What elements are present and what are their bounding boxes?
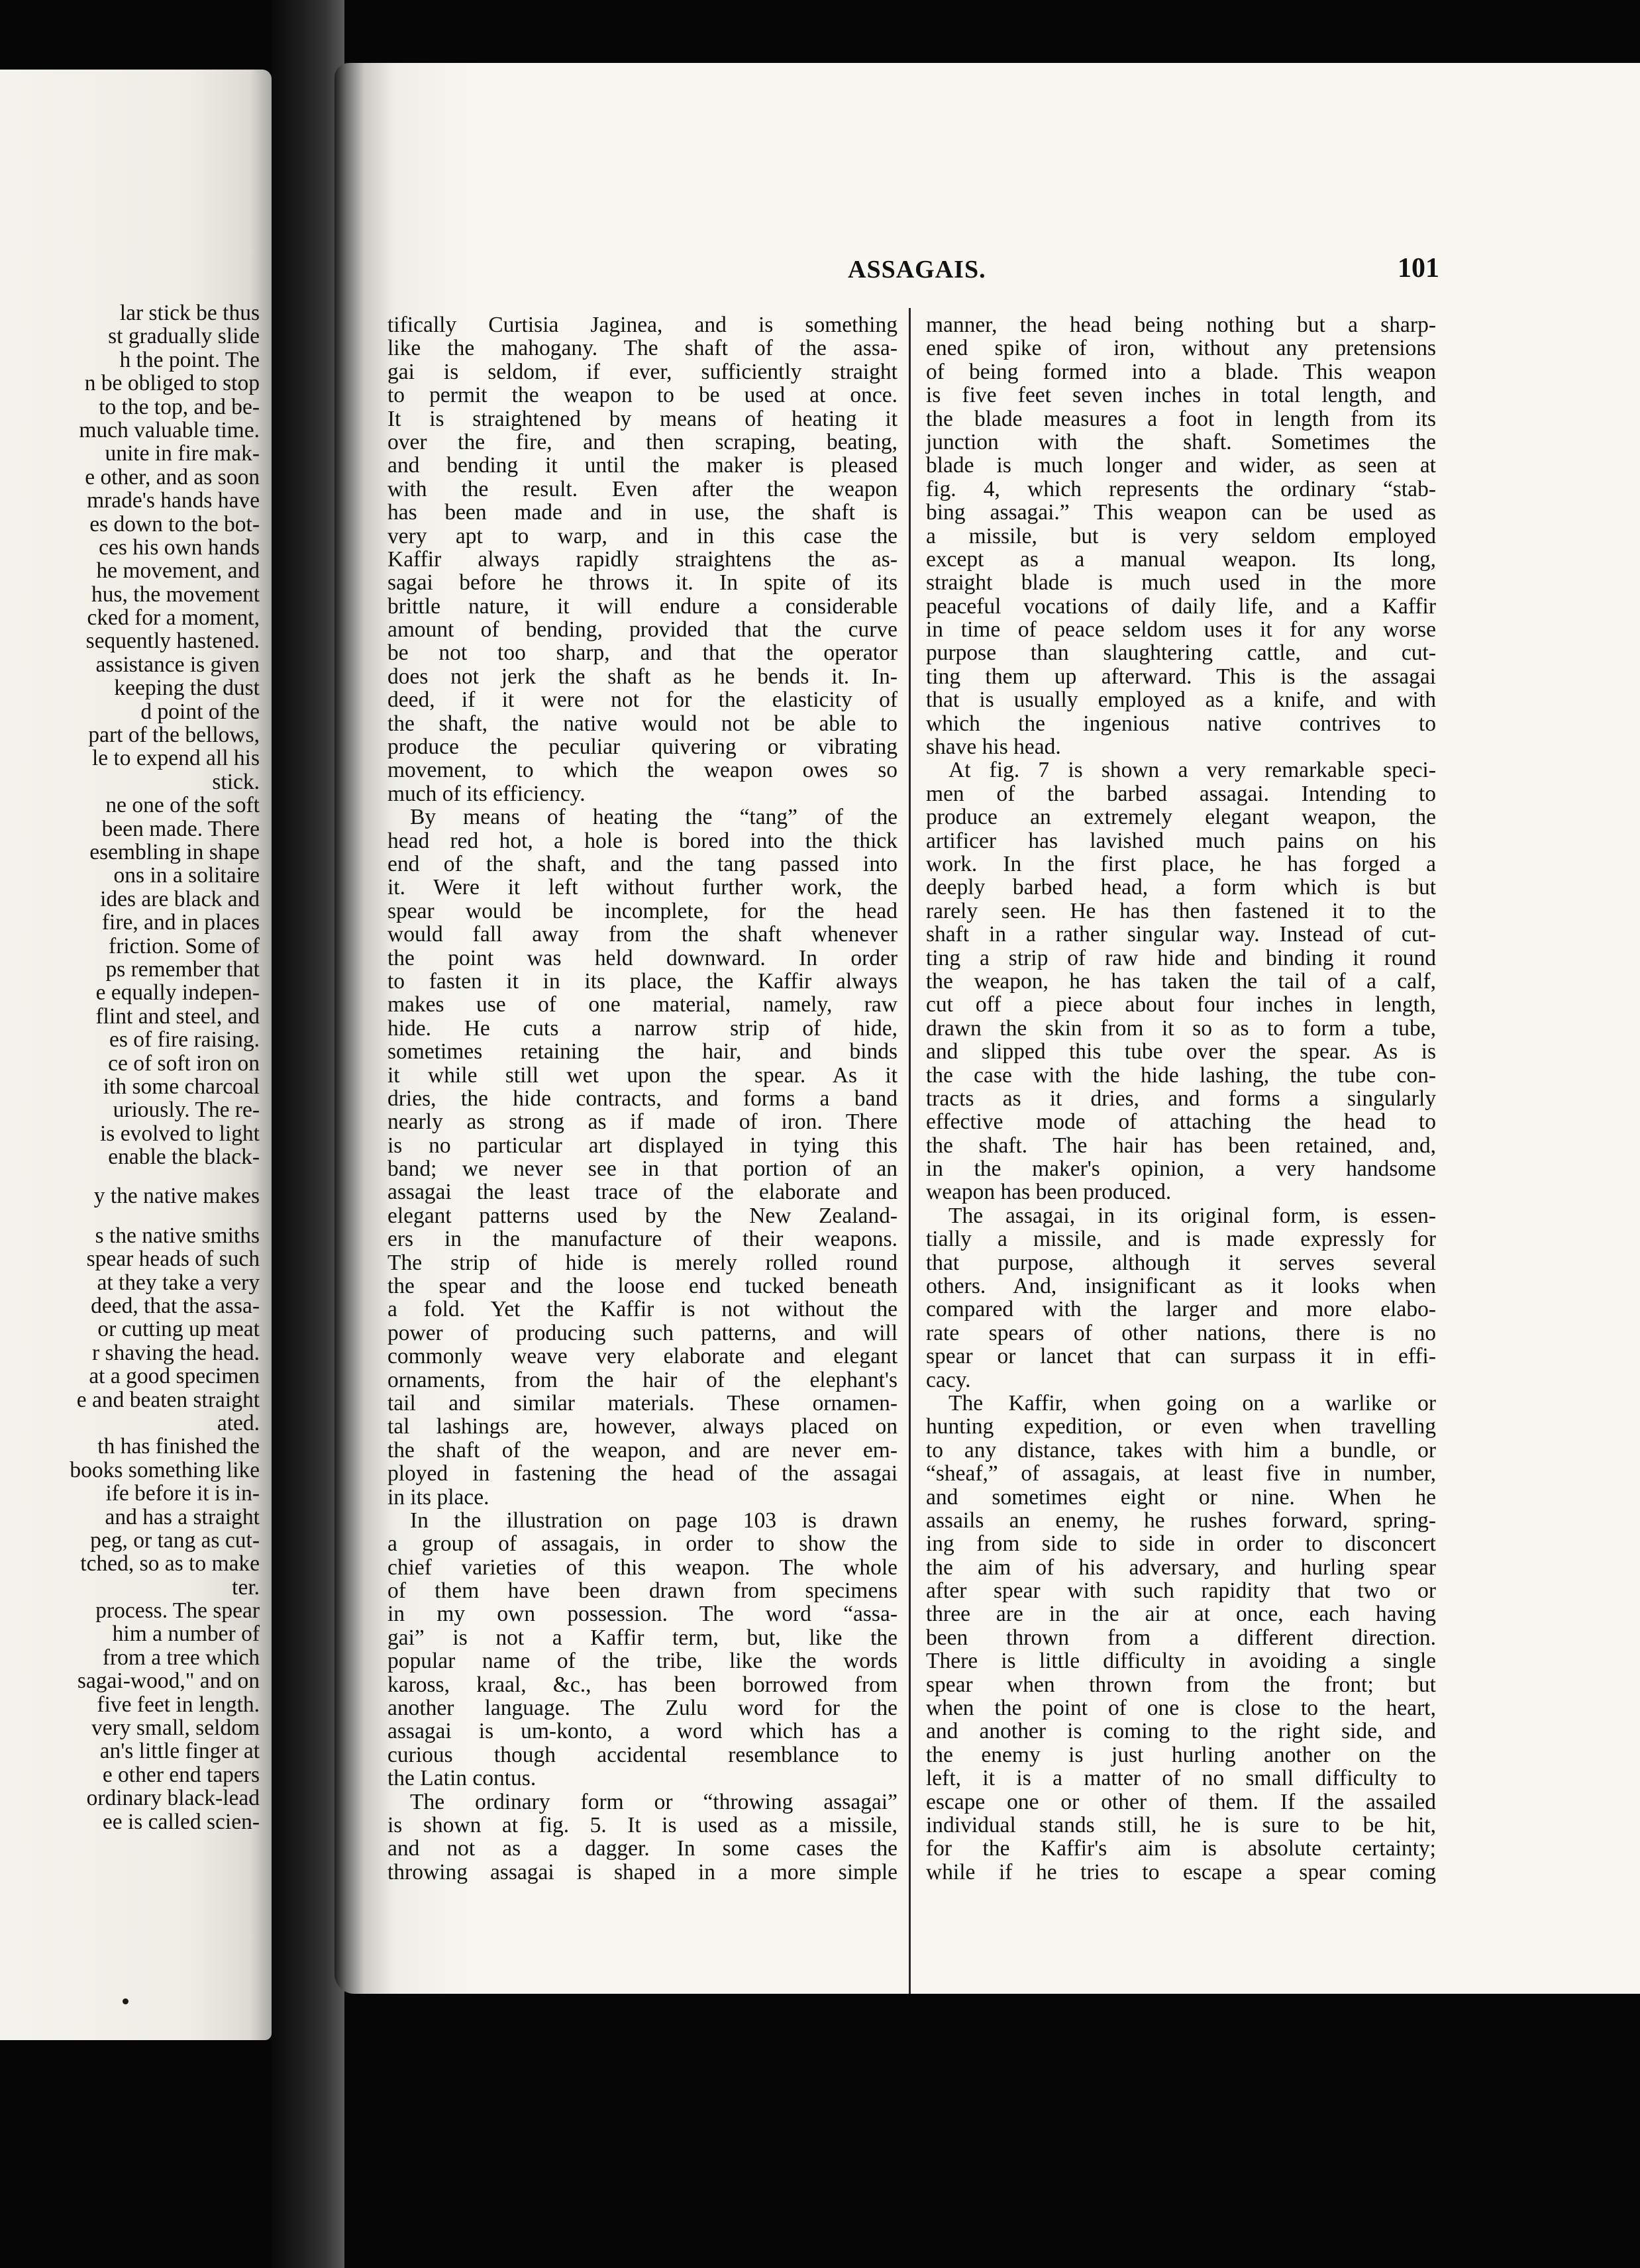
text-line: ting a strip of raw hide and binding it round bbox=[926, 945, 1436, 970]
text-line: movement, to which the weapon owes so bbox=[387, 758, 897, 783]
text-line: sometimes retaining the hair, and binds bbox=[387, 1039, 897, 1064]
text-line: tially a missile, and is made expressly for bbox=[926, 1227, 1436, 1252]
fragment-line: ated. bbox=[217, 1410, 260, 1435]
text-line: work. In the first place, he has forged a bbox=[926, 851, 1436, 876]
text-line: band; we never see in that portion of an bbox=[387, 1157, 897, 1182]
text-line: chief varieties of this weapon. The whole bbox=[387, 1555, 897, 1580]
text-line: the shaft of the weapon, and are never em- bbox=[387, 1437, 897, 1463]
text-line: in time of peace seldom uses it for any worse bbox=[926, 617, 1436, 643]
text-line: shave his head. bbox=[926, 735, 1061, 760]
text-line: peaceful vocations of daily life, and a Kaffir bbox=[926, 593, 1436, 619]
text-line: in my own possession. The word “assa- bbox=[387, 1602, 897, 1627]
fragment-line: d point of the bbox=[140, 699, 260, 724]
text-line: while if he tries to escape a spear coming bbox=[926, 1859, 1436, 1884]
text-line: compared with the larger and more elabo- bbox=[926, 1297, 1436, 1322]
text-line: end of the shaft, and the tang passed into bbox=[387, 851, 897, 876]
fragment-line: ces his own hands bbox=[99, 535, 260, 560]
text-line: of being formed into a blade. This weapon bbox=[926, 359, 1436, 384]
text-line: head red hot, a hole is bored into the thick bbox=[387, 828, 897, 853]
text-line: when the point of one is close to the heart, bbox=[926, 1696, 1436, 1721]
fragment-line: unite in fire mak- bbox=[105, 441, 260, 466]
fragment-line: th has finished the bbox=[97, 1434, 260, 1459]
text-line: amount of bending, provided that the curve bbox=[387, 617, 897, 643]
text-line: the point was held downward. In order bbox=[387, 945, 897, 970]
text-line: is five feet seven inches in total length, and bbox=[926, 383, 1436, 408]
text-line: The Kaffir, when going on a warlike or bbox=[948, 1390, 1436, 1416]
fragment-line: ife before it is in- bbox=[105, 1481, 260, 1506]
fragment-line: st gradually slide bbox=[108, 324, 260, 349]
text-line: brittle nature, it will endure a considerable bbox=[387, 593, 897, 619]
text-line: the Latin contus. bbox=[387, 1766, 537, 1791]
fragment-line: at a good specimen bbox=[89, 1364, 260, 1389]
fragment-line: to the top, and be- bbox=[99, 394, 260, 419]
text-line: like the mahogany. The shaft of the assa- bbox=[387, 336, 897, 361]
text-line: over the fire, and then scraping, beating, bbox=[387, 429, 897, 454]
text-line: assagai the least trace of the elaborate and bbox=[387, 1180, 897, 1205]
text-line: At fig. 7 is shown a very remarkable speci- bbox=[948, 758, 1436, 783]
fragment-line: books something like bbox=[70, 1457, 260, 1482]
left-page-text-fragment bbox=[0, 301, 260, 1833]
text-line: assagai is um-konto, a word which has a bbox=[387, 1719, 897, 1744]
text-line: to fasten it in its place, the Kaffir always bbox=[387, 968, 897, 994]
fragment-line: flint and steel, and bbox=[95, 1004, 260, 1029]
text-line: gai is seldom, if ever, sufficiently straight bbox=[387, 359, 897, 384]
fragment-line: ne one of the soft bbox=[105, 793, 260, 818]
fragment-line: es of fire raising. bbox=[109, 1027, 260, 1053]
fragment-line: from a tree which bbox=[102, 1645, 260, 1670]
text-line: produce the peculiar quivering or vibrating bbox=[387, 735, 897, 760]
text-line: power of producing such patterns, and will bbox=[387, 1320, 897, 1345]
text-line: “sheaf,” of assagais, at least five in number, bbox=[926, 1461, 1436, 1486]
fragment-line: assistance is given bbox=[95, 652, 260, 677]
text-line: of them have been drawn from specimens bbox=[387, 1578, 897, 1604]
text-line: after spear with such rapidity that two or bbox=[926, 1578, 1436, 1604]
fragment-line: sequently hastened. bbox=[85, 629, 260, 654]
text-line: fig. 4, which represents the ordinary “stab- bbox=[926, 476, 1436, 501]
fragment-line: ce of soft iron on bbox=[108, 1051, 260, 1076]
text-line: dries, the hide contracts, and forms a band bbox=[387, 1086, 897, 1111]
text-line: ployed in fastening the head of the assagai bbox=[387, 1461, 897, 1486]
text-line: does not jerk the shaft as he bends it. In- bbox=[387, 664, 897, 689]
text-line: kaross, kraal, &c., has been borrowed from bbox=[387, 1672, 897, 1697]
text-line: shaft in a rather singular way. Instead of cut- bbox=[926, 922, 1436, 947]
text-line: cut off a piece about four inches in length, bbox=[926, 992, 1436, 1017]
text-line: throwing assagai is shaped in a more simple bbox=[387, 1859, 897, 1884]
ink-speck bbox=[123, 1998, 128, 2004]
text-line: The assagai, in its original form, is essen- bbox=[948, 1203, 1436, 1228]
text-line: a group of assagais, in order to show the bbox=[387, 1531, 897, 1557]
fragment-line: mrade's hands have bbox=[87, 488, 260, 513]
text-line: curious though accidental resemblance to bbox=[387, 1742, 897, 1767]
text-line: the weapon, he has taken the tail of a calf, bbox=[926, 968, 1436, 994]
text-line: ting them up afterward. This is the assagai bbox=[926, 664, 1436, 689]
fragment-line: es down to the bot- bbox=[89, 511, 260, 537]
text-line: individual stands still, he is sure to be hit, bbox=[926, 1813, 1436, 1837]
text-line: that is usually employed as a knife, and with bbox=[926, 688, 1436, 713]
page-header-title: ASSAGAIS. bbox=[848, 256, 986, 284]
text-line: blade is much longer and wider, as seen at bbox=[926, 453, 1436, 478]
text-line: purpose than slaughtering cattle, and cut- bbox=[926, 641, 1436, 666]
text-line: rate spears of other nations, there is no bbox=[926, 1320, 1436, 1345]
fragment-line: or cutting up meat bbox=[97, 1317, 260, 1342]
fragment-line: part of the bellows, bbox=[88, 723, 260, 748]
running-head bbox=[334, 255, 1640, 288]
text-line: and slipped this tube over the spear. As is bbox=[926, 1039, 1436, 1064]
text-line: gai” is not a Kaffir term, but, like the bbox=[387, 1625, 897, 1650]
text-line: for the Kaffir's aim is absolute certainty; bbox=[926, 1836, 1436, 1861]
text-line: and another is coming to the right side, and bbox=[926, 1719, 1436, 1744]
text-line: and not as a dagger. In some cases the bbox=[387, 1836, 897, 1861]
text-line: popular name of the tribe, like the words bbox=[387, 1649, 897, 1674]
text-line: escape one or other of them. If the assailed bbox=[926, 1789, 1436, 1814]
text-column-right bbox=[926, 313, 1436, 1884]
text-line: to permit the weapon to be used at once. bbox=[387, 383, 897, 408]
text-column-left bbox=[387, 313, 897, 1884]
right-page bbox=[334, 63, 1640, 1994]
text-line: ing from side to side in order to disconcert bbox=[926, 1531, 1436, 1557]
text-line: it while still wet upon the spear. As it bbox=[387, 1062, 897, 1088]
fragment-line: e and beaten straight bbox=[76, 1387, 260, 1412]
fragment-line: very small, seldom bbox=[91, 1716, 260, 1741]
text-line: that purpose, although it serves several bbox=[926, 1250, 1436, 1275]
text-line: be not too sharp, and that the operator bbox=[387, 641, 897, 666]
fragment-line: spear heads of such bbox=[86, 1247, 260, 1272]
text-line: effective mode of attaching the head to bbox=[926, 1109, 1436, 1135]
fragment-line: tched, so as to make bbox=[80, 1551, 260, 1576]
fragment-line: ons in a solitaire bbox=[113, 863, 260, 888]
text-line: There is little difficulty in avoiding a single bbox=[926, 1649, 1436, 1674]
text-line: to any distance, takes with him a bundle, or bbox=[926, 1437, 1436, 1463]
text-line: tracts as it dries, and forms a singularly bbox=[926, 1086, 1436, 1111]
fragment-line: and has a straight bbox=[105, 1504, 260, 1529]
text-line: except as a manual weapon. Its long, bbox=[926, 546, 1436, 572]
text-line: bing assagai.” This weapon can be used as bbox=[926, 500, 1436, 525]
text-line: in its place. bbox=[387, 1484, 489, 1510]
fragment-line: peg, or tang as cut- bbox=[90, 1527, 260, 1553]
fragment-line: ee is called scien- bbox=[102, 1809, 260, 1834]
text-line: would fall away from the shaft whenever bbox=[387, 922, 897, 947]
fragment-line: e other end tapers bbox=[102, 1762, 260, 1787]
text-line: tail and similar materials. These ornamen- bbox=[387, 1390, 897, 1416]
text-line: spear or lancet that can surpass it in effi- bbox=[926, 1344, 1436, 1369]
text-line: deeply barbed head, a form which is but bbox=[926, 875, 1436, 900]
text-line: very apt to warp, and in this case the bbox=[387, 523, 897, 548]
fragment-line: an's little finger at bbox=[99, 1739, 260, 1764]
text-line: others. And, insignificant as it looks when bbox=[926, 1274, 1436, 1299]
text-line: sagai before he throws it. In spite of its bbox=[387, 570, 897, 595]
text-line: commonly weave very elaborate and elegant bbox=[387, 1344, 897, 1369]
text-line: ers in the manufacture of their weapons. bbox=[387, 1227, 897, 1252]
text-line: a missile, but is very seldom employed bbox=[926, 523, 1436, 548]
fragment-line bbox=[0, 1208, 260, 1224]
text-line: which the ingenious native contrives to bbox=[926, 711, 1436, 736]
fragment-line: fire, and in places bbox=[101, 910, 260, 935]
text-line: and bending it until the maker is pleased bbox=[387, 453, 897, 478]
fragment-line: much valuable time. bbox=[79, 417, 260, 442]
text-line: the shaft. The hair has been retained, and, bbox=[926, 1133, 1436, 1158]
fragment-line: ides are black and bbox=[100, 886, 260, 911]
fragment-line: keeping the dust bbox=[114, 676, 260, 701]
fragment-line: le to expend all his bbox=[91, 746, 260, 771]
fragment-line: him a number of bbox=[112, 1622, 260, 1647]
text-line: elegant patterns used by the New Zealand- bbox=[387, 1203, 897, 1228]
fragment-line: deed, that the assa- bbox=[91, 1294, 260, 1319]
text-line: junction with the shaft. Sometimes the bbox=[926, 429, 1436, 454]
text-line: is no particular art displayed in tying this bbox=[387, 1133, 897, 1158]
text-line: has been made and in use, the shaft is bbox=[387, 500, 897, 525]
text-line: ornaments, from the hair of the elephant's bbox=[387, 1367, 897, 1392]
text-line: produce an extremely elegant weapon, the bbox=[926, 805, 1436, 830]
fragment-line: ordinary black-lead bbox=[86, 1786, 260, 1811]
fragment-line: at they take a very bbox=[97, 1270, 260, 1295]
text-line: much of its efficiency. bbox=[387, 781, 586, 806]
text-line: tal lashings are, however, always placed on bbox=[387, 1414, 897, 1439]
fragment-line: y the native makes bbox=[93, 1184, 260, 1209]
page-number: 101 bbox=[1398, 253, 1439, 284]
text-line: By means of heating the “tang” of the bbox=[410, 805, 897, 830]
fragment-line bbox=[0, 1168, 260, 1184]
text-line: deed, if it were not for the elasticity of bbox=[387, 688, 897, 713]
text-line: it. Were it left without further work, the bbox=[387, 875, 897, 900]
text-line: the shaft, the native would not be able to bbox=[387, 711, 897, 736]
text-line: cacy. bbox=[926, 1367, 971, 1392]
left-facing-page bbox=[0, 70, 272, 2040]
book-gutter bbox=[272, 0, 344, 2268]
text-line: ened spike of iron, without any pretensions bbox=[926, 336, 1436, 361]
text-line: weapon has been produced. bbox=[926, 1180, 1172, 1205]
fragment-line: ter. bbox=[232, 1574, 260, 1600]
text-line: men of the barbed assagai. Intending to bbox=[926, 781, 1436, 806]
text-line: The strip of hide is merely rolled round bbox=[387, 1250, 897, 1275]
fragment-line: lar stick be thus bbox=[119, 301, 260, 325]
text-line: It is straightened by means of heating it bbox=[387, 406, 897, 431]
text-line: straight blade is much used in the more bbox=[926, 570, 1436, 595]
fragment-line: five feet in length. bbox=[97, 1692, 260, 1717]
text-line: Kaffir always rapidly straightens the as- bbox=[387, 546, 897, 572]
fragment-line: he movement, and bbox=[96, 558, 260, 584]
fragment-line: hus, the movement bbox=[91, 582, 260, 607]
fragment-line: enable the black- bbox=[108, 1145, 260, 1170]
text-line: the aim of his adversary, and hurling spear bbox=[926, 1555, 1436, 1580]
text-line: drawn the skin from it so as to form a tube, bbox=[926, 1015, 1436, 1041]
text-line: in the maker's opinion, a very handsome bbox=[926, 1157, 1436, 1182]
fragment-line: been made. There bbox=[101, 816, 260, 841]
text-line: the enemy is just hurling another on the bbox=[926, 1742, 1436, 1767]
fragment-line: n be obliged to stop bbox=[84, 371, 260, 396]
fragment-line: is evolved to light bbox=[100, 1121, 260, 1146]
text-line: makes use of one material, namely, raw bbox=[387, 992, 897, 1017]
text-line: assails an enemy, he rushes forward, spring- bbox=[926, 1508, 1436, 1533]
fragment-line: friction. Some of bbox=[109, 933, 260, 958]
fragment-line: cked for a moment, bbox=[87, 605, 260, 631]
text-line: and sometimes eight or nine. When he bbox=[926, 1484, 1436, 1510]
text-line: tifically Curtisia Jaginea, and is something bbox=[387, 313, 897, 337]
fragment-line: sagai-wood," and on bbox=[77, 1669, 260, 1694]
text-line: hunting expedition, or even when travelling bbox=[926, 1414, 1436, 1439]
text-line: rarely seen. He has then fastened it to the bbox=[926, 898, 1436, 923]
text-line: artificer has lavished much pains on his bbox=[926, 828, 1436, 853]
text-line: a fold. Yet the Kaffir is not without the bbox=[387, 1297, 897, 1322]
fragment-line: s the native smiths bbox=[95, 1223, 260, 1248]
fragment-line: ps remember that bbox=[105, 956, 260, 982]
fragment-line: r shaving the head. bbox=[91, 1340, 260, 1365]
text-line: the blade measures a foot in length from its bbox=[926, 406, 1436, 431]
text-line: spear when thrown from the front; but bbox=[926, 1672, 1436, 1697]
text-line: another language. The Zulu word for the bbox=[387, 1696, 897, 1721]
fragment-line: ith some charcoal bbox=[103, 1074, 260, 1099]
text-line: the case with the hide lashing, the tube con- bbox=[926, 1062, 1436, 1088]
text-line: The ordinary form or “throwing assagai” bbox=[410, 1789, 897, 1814]
text-line: is shown at fig. 5. It is used as a missile, bbox=[387, 1813, 897, 1837]
fragment-line: h the point. The bbox=[119, 347, 260, 372]
text-line: with the result. Even after the weapon bbox=[387, 476, 897, 501]
text-line: been thrown from a different direction. bbox=[926, 1625, 1436, 1650]
text-line: nearly as strong as if made of iron. There bbox=[387, 1109, 897, 1135]
text-line: spear would be incomplete, for the head bbox=[387, 898, 897, 923]
text-line: three are in the air at once, each having bbox=[926, 1602, 1436, 1627]
text-line: the spear and the loose end tucked beneath bbox=[387, 1274, 897, 1299]
fragment-line: esembling in shape bbox=[89, 839, 260, 864]
fragment-line: e equally indepen- bbox=[95, 980, 260, 1005]
text-line: left, it is a matter of no small difficulty to bbox=[926, 1766, 1436, 1791]
fragment-line: uriously. The re- bbox=[113, 1098, 260, 1123]
text-line: In the illustration on page 103 is drawn bbox=[410, 1508, 897, 1533]
text-line: manner, the head being nothing but a sharp- bbox=[926, 313, 1436, 337]
fragment-line: e other, and as soon bbox=[85, 464, 260, 490]
fragment-line: stick. bbox=[212, 769, 260, 794]
text-line: hide. He cuts a narrow strip of hide, bbox=[387, 1015, 897, 1041]
column-rule bbox=[909, 308, 911, 1994]
fragment-line: process. The spear bbox=[95, 1598, 260, 1624]
